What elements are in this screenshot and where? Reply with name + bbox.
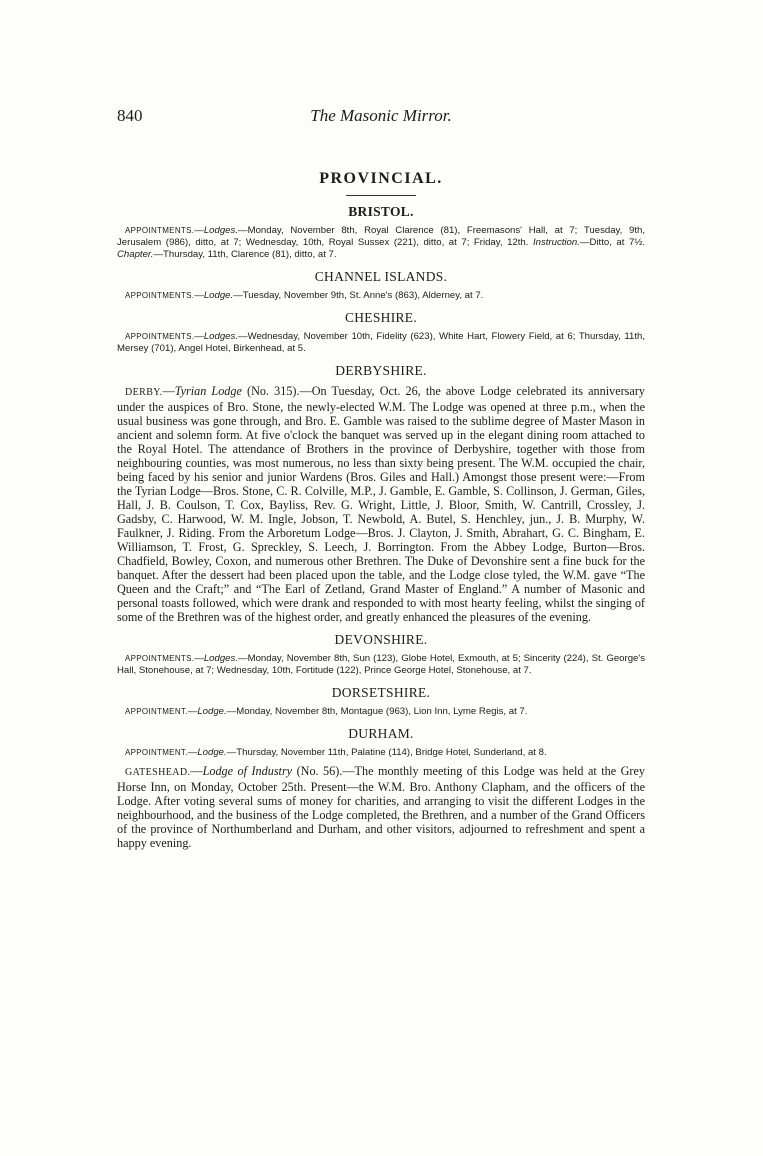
channel-islands-text-2: —Tuesday, November 9th, St. Anne's (863), Alderney, at 7. bbox=[233, 290, 484, 301]
appointment-label: APPOINTMENT. bbox=[125, 748, 188, 757]
bristol-appointments bbox=[117, 225, 645, 261]
devonshire-text-1: — bbox=[194, 653, 204, 664]
appointment-label: APPOINTMENT. bbox=[125, 707, 188, 716]
gateshead-label: GATESHEAD. bbox=[125, 767, 191, 778]
heading-durham: DURHAM. bbox=[348, 726, 414, 741]
heading-dorsetshire: DORSETSHIRE. bbox=[331, 685, 431, 700]
devonshire-text-2: —Monday, November 8th, Sun (123), Globe Hotel, Exmouth, at 5; Sincerity (224), St. George's Hall, Stonehouse, at 7; Wednesday, 10th, Fortitude (122), Prince George Hotel, Stonehouse, at 7. bbox=[117, 653, 645, 676]
page-number: 840 bbox=[117, 106, 143, 125]
cheshire-appointments bbox=[117, 331, 645, 355]
heading-bristol: BRISTOL. bbox=[348, 204, 414, 219]
durham-lodge-italic: Lodge. bbox=[197, 747, 227, 758]
heading-derbyshire: DERBYSHIRE. bbox=[335, 363, 427, 378]
tyrian-lodge-italic: Tyrian Lodge bbox=[174, 384, 242, 398]
derby-label: DERBY. bbox=[125, 387, 163, 398]
running-head bbox=[117, 106, 645, 130]
derbyshire-text-2: (No. 315).—On Tuesday, Oct. 26, the above Lodge celebrated its anniversary under the auspices of Bro. Stone, the newly-elected W.M. The Lodge was opened at three p.m., when the usual business was gone through, and Bro. E. Gamble was raised to the sublime degree of Master Mason in ancient and solemn form. At five o'clock the banquet was served up in the elegant dining room attached to the Royal Hotel. The attendance of Brothers in the province of Derbyshire, together with those from neighbouring counties, was most numerous, no less than sixty being present. The W.M. occupied the chair, being faced by his senior and junior Wardens (Bros. Giles and Hall.) Amongst those present were:—From the Tyrian Lodge—Bros. Stone, C. R. Colville, M.P., J. Gamble, E. Gamble, S. Collinson, J. German, Giles, Hall, J. B. Coulson, T. Cox, Bayliss, Rev. G. Wright, Little, J. Bloor, Smith, W. Cantrill, Crossley, J. Gadsby, C. Harwood, W. M. Ingle, Jobson, T. Newbold, A. Butel, S. Henchley, jun., J. B. Murphy, W. Faulkner, J. Riding. From the Arboretum Lodge—Bros. J. Clayton, J. Smith, Abrahart, G. C. Bingham, E. Williamson, T. Frost, G. Spreckley, S. Leech, J. Borrington. From the Abbey Lodge, Burton—Bros. Chadfield, Bowley, Coxon, and numerous other Brethren. The Duke of Devonshire sent a fine buck for the banquet. After the dessert had been placed upon the table, and the Lodge close tyled, the W.M. gave “The Queen and the Craft;” and “The Earl of Zetland, Grand Master of England.” A number of Masonic and personal toasts followed, which were drank and responded to with most hearty feeling, whilst the singing of some of the Brethren was of the highest order, and greatly enhanced the pleasures of the evening. bbox=[117, 384, 645, 624]
heading-channel-islands: CHANNEL ISLANDS. bbox=[314, 269, 448, 284]
dorsetshire-lodge-italic: Lodge. bbox=[197, 706, 227, 717]
section-title: PROVINCIAL. bbox=[319, 170, 443, 187]
title-rule bbox=[346, 195, 416, 196]
devonshire-appointments bbox=[117, 653, 645, 677]
channel-islands-appointments bbox=[117, 290, 645, 302]
lodge-of-industry-italic: Lodge of Industry bbox=[202, 764, 293, 778]
gateshead-text-1: — bbox=[190, 764, 203, 778]
bristol-text-2: —Monday, November 8th, Royal Clarence (81), Freemasons' Hall, at 7; Tuesday, 9th, Jerusalem (986), ditto, at 7; Wednesday, 10th, Royal Sussex (221), ditto, at 7; Friday, 12th. bbox=[117, 225, 645, 248]
bristol-text-1: — bbox=[194, 225, 204, 236]
appointments-label: APPOINTMENTS. bbox=[125, 226, 195, 235]
derbyshire-text-1: — bbox=[162, 384, 175, 398]
bristol-instruction-italic: Instruction. bbox=[532, 237, 580, 248]
durham-appointments bbox=[117, 747, 645, 759]
dorsetshire-text-1: — bbox=[187, 706, 198, 717]
heading-cheshire: CHESHIRE. bbox=[344, 310, 418, 325]
bristol-text-4: —Thursday, 11th, Clarence (81), ditto, at 7. bbox=[153, 249, 337, 260]
channel-islands-text-1: — bbox=[194, 290, 204, 301]
bristol-chapter-italic: Chapter. bbox=[117, 249, 154, 260]
durham-appt-text-1: — bbox=[187, 747, 198, 758]
heading-devonshire: DEVONSHIRE. bbox=[334, 632, 428, 647]
gateshead-report bbox=[117, 764, 645, 850]
derbyshire-report bbox=[117, 384, 645, 624]
durham-appt-text-2: —Thursday, November 11th, Palatine (114), Bridge Hotel, Sunderland, at 8. bbox=[226, 747, 547, 758]
running-title: The Masonic Mirror. bbox=[310, 106, 452, 125]
gateshead-text-2: (No. 56).—The monthly meeting of this Lodge was held at the Grey Horse Inn, on Monday, October 25th. Present—the W.M. Bro. Anthony Clapham, and the officers of the Lodge. After voting several sums of money for charities, and arranging to visit the different Lodges in the neighbourhood, and the business of the Lodge completed, the Brethren, and a number of the Grand Officers of the province of Northumberland and Durham, and other visitors, adjourned to refreshment and spent a happy evening. bbox=[117, 764, 645, 850]
bristol-text-3: —Ditto, at 7½. bbox=[579, 237, 645, 248]
channel-islands-lodge-italic: Lodge. bbox=[203, 290, 234, 301]
dorsetshire-text-2: —Monday, November 8th, Montague (963), Lion Inn, Lyme Regis, at 7. bbox=[226, 706, 528, 717]
devonshire-lodges-italic: Lodges. bbox=[203, 653, 238, 664]
cheshire-text-2: —Wednesday, November 10th, Fidelity (623), White Hart, Flowery Field, at 6; Thursday, 11th, Mersey (701), Angel Hotel, Birkenhead, at 5. bbox=[117, 331, 645, 354]
appointments-label: APPOINTMENTS. bbox=[125, 291, 195, 300]
appointments-label: APPOINTMENTS. bbox=[125, 654, 195, 663]
dorsetshire-appointments bbox=[117, 706, 645, 718]
cheshire-lodges-italic: Lodges. bbox=[203, 331, 238, 342]
bristol-lodges-italic: Lodges. bbox=[203, 225, 238, 236]
page bbox=[117, 106, 645, 850]
appointments-label: APPOINTMENTS. bbox=[125, 332, 195, 341]
cheshire-text-1: — bbox=[194, 331, 204, 342]
